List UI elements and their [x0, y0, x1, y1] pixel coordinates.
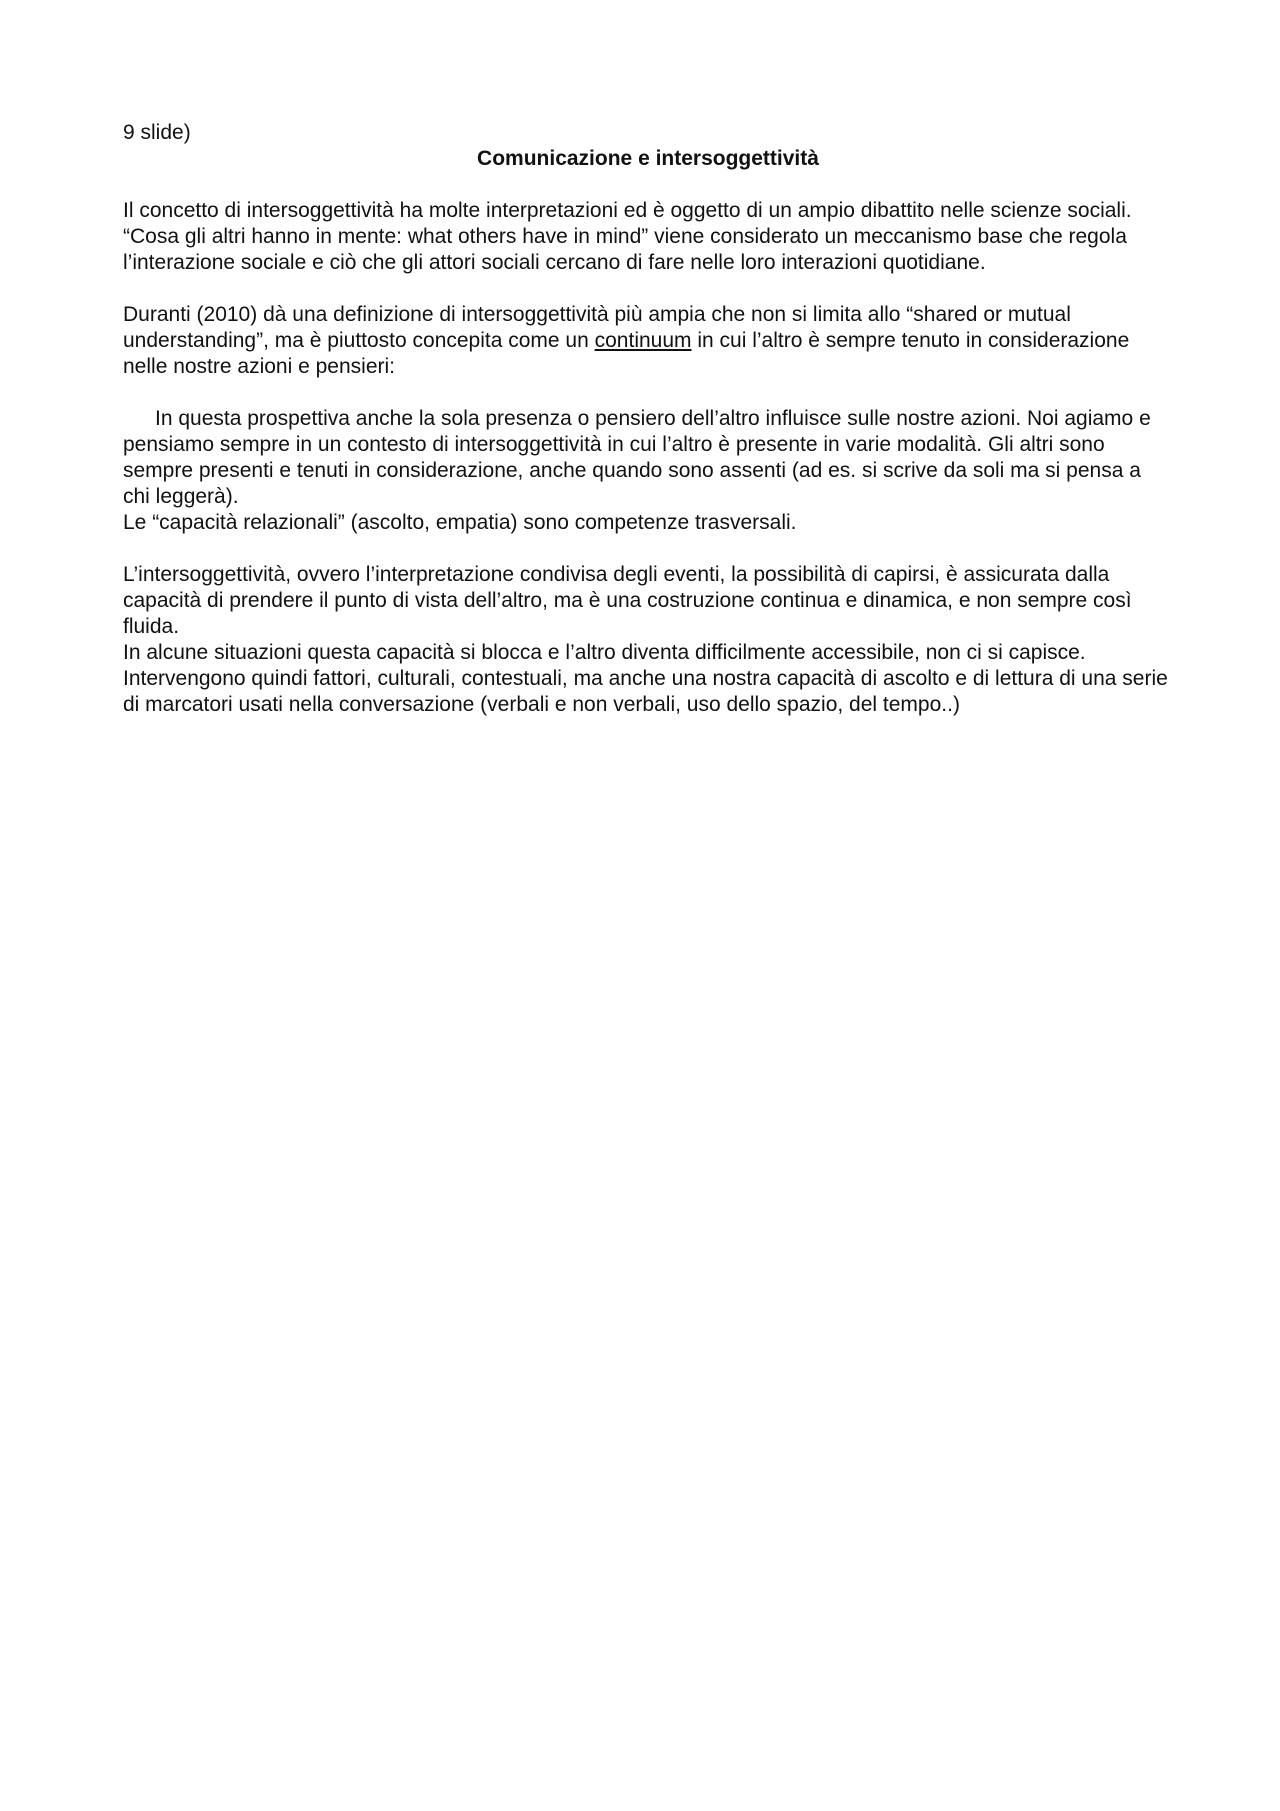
paragraph-line: In questa prospettiva anche la sola presenza o pensiero dell’altro influisce sulle nostre azioni. Noi agiamo e pensiamo sempre in un contesto di intersoggettività in cui l’altro è presente in varie modalità. Gli altri sono sempre presenti e tenuti in considerazione, anche quando sono assenti (ad es. si scrive da soli ma si pensa a chi leggerà).	[123, 407, 1151, 508]
paragraph-intro	[123, 198, 1173, 276]
paragraph-line: Il concetto di intersoggettività ha molte interpretazioni ed è oggetto di un ampio dibattito nelle scienze sociali.	[123, 199, 1132, 222]
paragraph-line: In alcune situazioni questa capacità si blocca e l’altro diventa difficilmente accessibile, non ci si capisce.	[123, 641, 1086, 664]
underlined-term: continuum	[594, 329, 692, 352]
document-body	[123, 120, 1173, 744]
paragraph-line: L’intersoggettività, ovvero l’interpretazione condivisa degli eventi, la possibilità di capirsi, è assicurata dalla capacità di prendere il punto di vista dell’altro, ma è una costruzione continua e dinamica, e non sempre così fluida.	[123, 563, 1132, 638]
document-title: Comunicazione e intersoggettività	[477, 147, 819, 170]
paragraph-intersoggettivita	[123, 562, 1173, 718]
text-run: in cui l’altro è sempre tenuto in considerazione nelle nostre azioni e pensieri:	[123, 329, 1130, 378]
paragraph-line	[123, 302, 1173, 380]
slide-note: 9 slide)	[123, 121, 191, 144]
paragraph-line: “Cosa gli altri hanno in mente: what others have in mind” viene considerato un meccanismo base che regola l’interazione sociale e ciò che gli attori sociali cercano di fare nelle loro interazioni quotidiane.	[123, 225, 1127, 274]
paragraph-line: Le “capacità relazionali” (ascolto, empatia) sono competenze trasversali.	[123, 511, 797, 534]
paragraph-prospettiva	[123, 406, 1173, 536]
text-run: Duranti (2010) dà una definizione di intersoggettività più ampia che non si limita allo “shared or mutual understanding”, ma è piuttosto concepita come un	[123, 303, 1071, 352]
paragraph-line: Intervengono quindi fattori, culturali, contestuali, ma anche una nostra capacità di ascolto e di lettura di una serie di marcatori usati nella conversazione (verbali e non verbali, uso dello spazio, del tempo..)	[123, 667, 1168, 716]
paragraph-duranti	[123, 302, 1173, 380]
